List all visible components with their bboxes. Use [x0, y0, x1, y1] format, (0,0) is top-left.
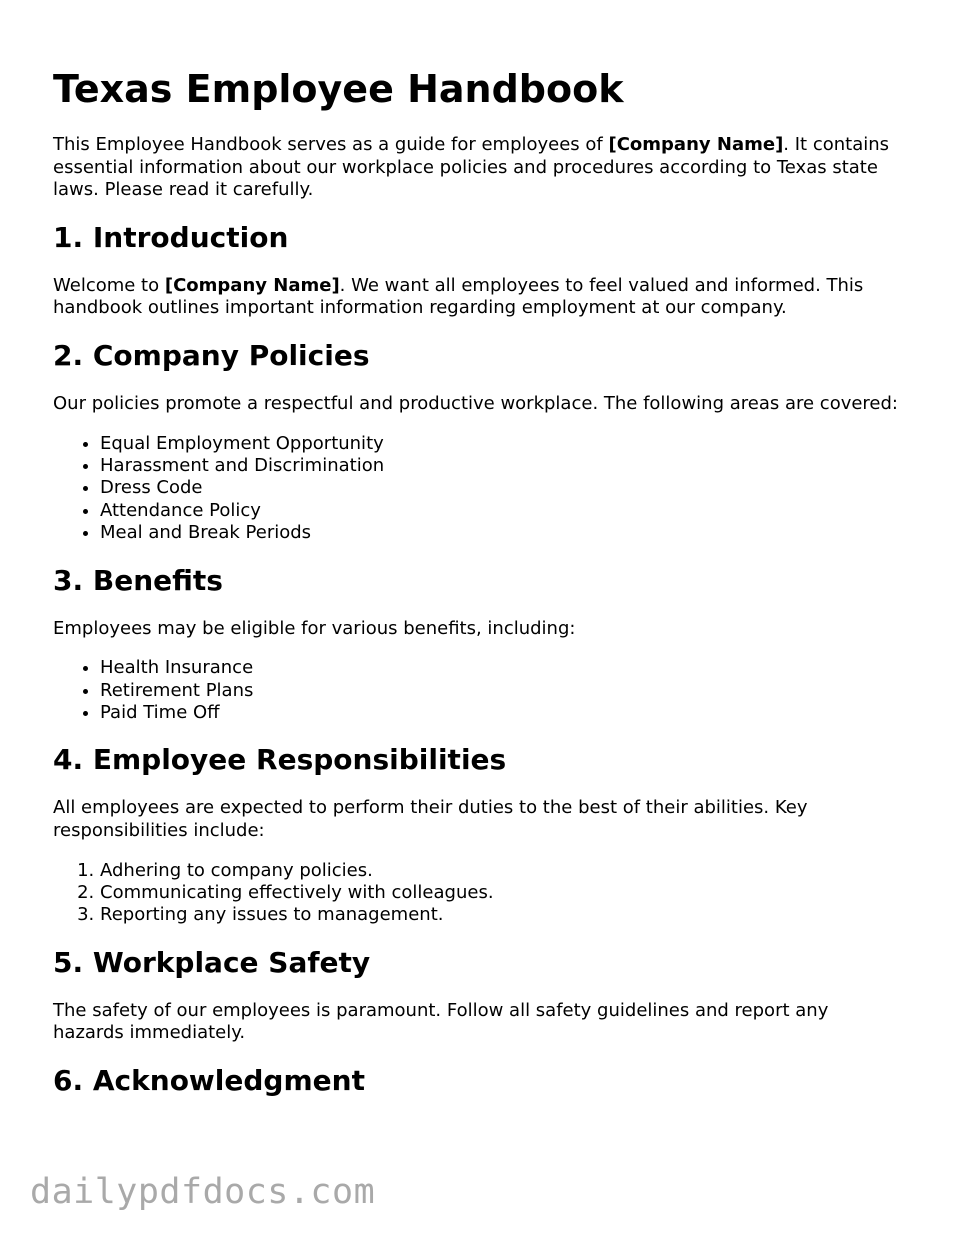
section-benefits [53, 564, 903, 725]
intro-paragraph: This Employee Handbook serves as a guide for employees of [Company Name]. It contains essential information about our workplace policies and procedures according to Texas state laws. Please read it carefully. [53, 134, 890, 201]
section-paragraph: Welcome to [Company Name]. We want all employees to feel valued and informed. This handbook outlines important information regarding employment at our company. [53, 274, 864, 319]
section-paragraph: The safety of our employees is paramount. Follow all safety guidelines and report any hazards immediately. [53, 999, 829, 1044]
list-item: • Meal and Break Periods [100, 522, 903, 544]
section-acknowledgment [53, 1064, 903, 1098]
list-item: 2. Communicating effectively with colleagues. [100, 882, 903, 904]
document-page [53, 0, 903, 1098]
list-item: • Dress Code [100, 477, 903, 499]
benefits-list [53, 657, 903, 724]
policies-list [53, 433, 903, 545]
section-employee-responsibilities [53, 743, 903, 926]
section-introduction [53, 221, 903, 320]
watermark: dailypdfdocs.com [30, 1172, 376, 1212]
company-name-placeholder: [Company Name] [164, 274, 340, 296]
company-name-placeholder: [Company Name] [608, 134, 784, 155]
section-company-policies [53, 339, 903, 545]
section-heading: 4. Employee Responsibilities [53, 743, 507, 777]
section-heading: 5. Workplace Safety [53, 945, 371, 979]
responsibilities-list [53, 860, 903, 927]
list-item: • Retirement Plans [100, 680, 903, 702]
section-heading: 1. Introduction [53, 220, 289, 254]
list-item: • Attendance Policy [100, 500, 903, 522]
list-item: • Paid Time Off [100, 702, 903, 724]
list-item: • Equal Employment Opportunity [100, 433, 903, 455]
list-item: • Harassment and Discrimination [100, 455, 903, 477]
page-title: Texas Employee Handbook [53, 67, 624, 111]
section-workplace-safety [53, 946, 903, 1045]
section-heading: 2. Company Policies [53, 338, 370, 372]
list-item: 1. Adhering to company policies. [100, 860, 903, 882]
list-item: 3. Reporting any issues to management. [100, 904, 903, 926]
section-paragraph: Our policies promote a respectful and productive workplace. The following areas are covered: [53, 392, 898, 414]
section-heading: 3. Benefits [53, 563, 223, 597]
list-item: • Health Insurance [100, 657, 903, 679]
section-paragraph: Employees may be eligible for various benefits, including: [53, 617, 576, 639]
section-heading: 6. Acknowledgment [53, 1064, 365, 1097]
section-paragraph: All employees are expected to perform their duties to the best of their abilities. Key responsibilities include: [53, 797, 808, 841]
